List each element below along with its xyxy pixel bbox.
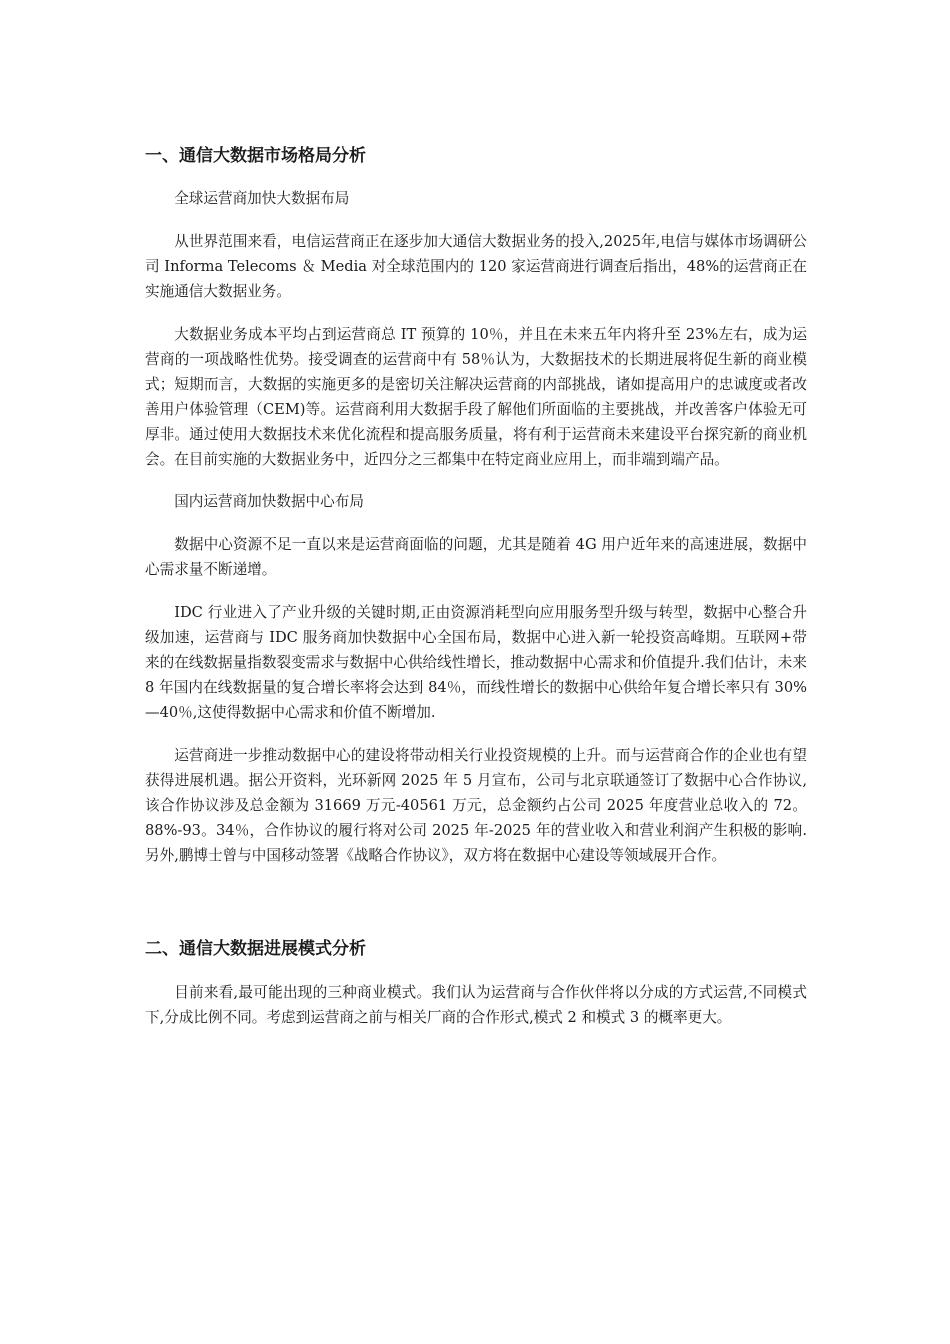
document-page — [145, 143, 807, 1048]
section-spacer — [145, 886, 807, 936]
section1-paragraph-4: IDC 行业进入了产业升级的关键时期,正由资源消耗型向应用服务型升级与转型，数据中心整合升级加速，运营商与 IDC 服务商加快数据中心全国布局，数据中心进入新一轮投资高峰期。互联网+带来的在线数据量指数裂变需求与数据中心供给线性增长，推动数据中心需求和价值提升.我们估计，未来 8 年国内在线数据量的复合增长率将会达到 84％，而线性增长的数据中心供给年复合增长率只有 30%—40％,这使得数据中心需求和价值不断增加. — [145, 604, 807, 721]
section2-heading: 二、通信大数据进展模式分析 — [145, 939, 366, 959]
section1-paragraph-2: 大数据业务成本平均占到运营商总 IT 预算的 10％，并且在未来五年内将升至 23%左右，成为运营商的一项战略性优势。接受调查的运营商中有 58％认为，大数据技术的长期进展将促生新的商业模式；短期而言，大数据的实施更多的是密切关注解决运营商的内部挑战，诸如提高用户的忠诚度或者改善用户体验管理（CEM)等。运营商利用大数据手段了解他们所面临的主要挑战，并改善客户体验无可厚非。通过使用大数据技术来优化流程和提高服务质量，将有利于运营商未来建设平台探究新的商业机会。在目前实施的大数据业务中，近四分之三都集中在特定商业应用上，而非端到端产品。 — [145, 326, 807, 468]
section1-subheading-domestic: 国内运营商加快数据中心布局 — [174, 493, 364, 510]
section1-paragraph-1: 从世界范围来看，电信运营商正在逐步加大通信大数据业务的投入,2025年,电信与媒体市场调研公司 Informa Telecoms ＆ Media 对全球范围内的 120 家运营商进行调查后指出，48%的运营商正在实施通信大数据业务。 — [145, 233, 807, 300]
section1-subheading-global: 全球运营商加快大数据布局 — [174, 190, 350, 207]
section2-paragraph-1: 目前来看,最可能出现的三种商业模式。我们认为运营商与合作伙伴将以分成的方式运营,不同模式下,分成比例不同。考虑到运营商之前与相关厂商的合作形式,模式 2 和模式 3 的概率更大。 — [145, 984, 807, 1026]
section1-paragraph-5: 运营商进一步推动数据中心的建设将带动相关行业投资规模的上升。而与运营商合作的企业也有望获得进展机遇。据公开资料，光环新网 2025 年 5 月宣布，公司与北京联通签订了数据中心合作协议,该合作协议涉及总金额为 31669 万元-40561 万元，总金额约占公司 2025 年度营业总收入的 72。88%-93。34％，合作协议的履行将对公司 2025 年-2025 年的营业收入和营业利润产生积极的影响.另外,鹏博士曾与中国移动签署《战略合作协议》，双方将在数据中心建设等领域展开合作。 — [145, 747, 807, 864]
section1-paragraph-3: 数据中心资源不足一直以来是运营商面临的问题，尤其是随着 4G 用户近年来的高速进展，数据中心需求量不断递增。 — [145, 536, 807, 578]
section1-heading: 一、通信大数据市场格局分析 — [145, 146, 366, 166]
